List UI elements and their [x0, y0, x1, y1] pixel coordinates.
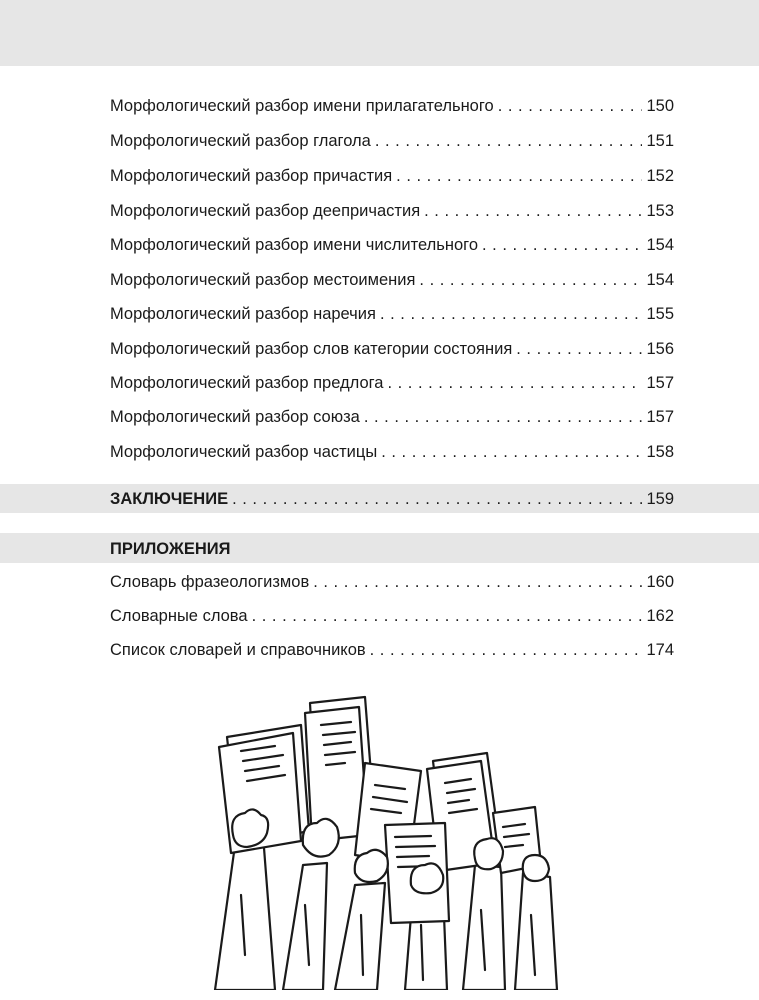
dot-leader	[381, 440, 642, 464]
toc-entry-page: 156	[646, 340, 674, 358]
toc-entry-page: 174	[646, 641, 674, 659]
header-band	[0, 0, 759, 66]
dot-leader	[424, 199, 642, 223]
toc-entry-title: Морфологический разбор предлога	[110, 374, 384, 392]
dot-leader	[375, 129, 643, 153]
toc-entry-page: 152	[646, 167, 674, 185]
toc-entry[interactable]	[110, 164, 674, 188]
dot-leader	[232, 487, 642, 511]
toc-entry[interactable]	[110, 199, 674, 223]
dot-leader	[364, 405, 643, 429]
toc-entry[interactable]	[110, 638, 674, 662]
toc-entry[interactable]	[110, 604, 674, 628]
toc-entry-title: Словарные слова	[110, 607, 248, 625]
toc-entry-title: Словарь фразеологизмов	[110, 573, 310, 591]
dot-leader	[482, 233, 642, 257]
toc-entry[interactable]	[110, 405, 674, 429]
dot-leader	[380, 302, 643, 326]
toc-entry-page: 154	[646, 271, 674, 289]
dot-leader	[498, 94, 643, 118]
toc-entry-page: 159	[646, 490, 674, 508]
toc-entry-title: Морфологический разбор местоимения	[110, 271, 416, 289]
toc-entry-title: Морфологический разбор глагола	[110, 132, 371, 150]
toc-entry-conclusion[interactable]	[110, 487, 674, 511]
toc-entry[interactable]	[110, 302, 674, 326]
hands-holding-papers-icon	[205, 695, 560, 990]
toc-entry[interactable]	[110, 94, 674, 118]
dot-leader	[252, 604, 643, 628]
dot-leader	[396, 164, 642, 188]
toc-entry[interactable]	[110, 371, 674, 395]
toc-entry-page: 158	[646, 443, 674, 461]
toc-entry-title: Морфологический разбор наречия	[110, 305, 376, 323]
toc-entry-title: Список словарей и справочников	[110, 641, 366, 659]
dot-leader	[370, 638, 643, 662]
toc-entry-title: Морфологический разбор имени числительного	[110, 236, 478, 254]
dot-leader	[516, 337, 642, 361]
toc-entry-title: Морфологический разбор имени прилагательного	[110, 97, 494, 115]
toc-entry-page: 153	[646, 202, 674, 220]
toc-entry-page: 154	[646, 236, 674, 254]
toc-entry-page: 155	[646, 305, 674, 323]
toc-entry[interactable]	[110, 570, 674, 594]
toc-entry-page: 162	[646, 607, 674, 625]
toc-entry[interactable]	[110, 233, 674, 257]
toc-entry-title: Морфологический разбор деепричастия	[110, 202, 421, 220]
toc-entry[interactable]	[110, 337, 674, 361]
toc-entry-title: Морфологический разбор союза	[110, 408, 360, 426]
dot-leader	[419, 268, 642, 292]
toc-entry[interactable]	[110, 268, 674, 292]
dot-leader	[313, 570, 642, 594]
toc-entry-page: 150	[646, 97, 674, 115]
dot-leader	[387, 371, 642, 395]
toc-entry[interactable]	[110, 129, 674, 153]
toc-entry-page: 160	[646, 573, 674, 591]
appendix-heading: ПРИЛОЖЕНИЯ	[110, 540, 231, 558]
toc-entry-title: Морфологический разбор причастия	[110, 167, 393, 185]
toc-entry-page: 151	[646, 132, 674, 150]
toc-entry-title: ЗАКЛЮЧЕНИЕ	[110, 490, 229, 508]
toc-entry-page: 157	[646, 374, 674, 392]
toc-entry-title: Морфологический разбор частицы	[110, 443, 378, 461]
toc-entry-page: 157	[646, 408, 674, 426]
toc-entry[interactable]	[110, 440, 674, 464]
toc-entry-title: Морфологический разбор слов категории состояния	[110, 340, 513, 358]
